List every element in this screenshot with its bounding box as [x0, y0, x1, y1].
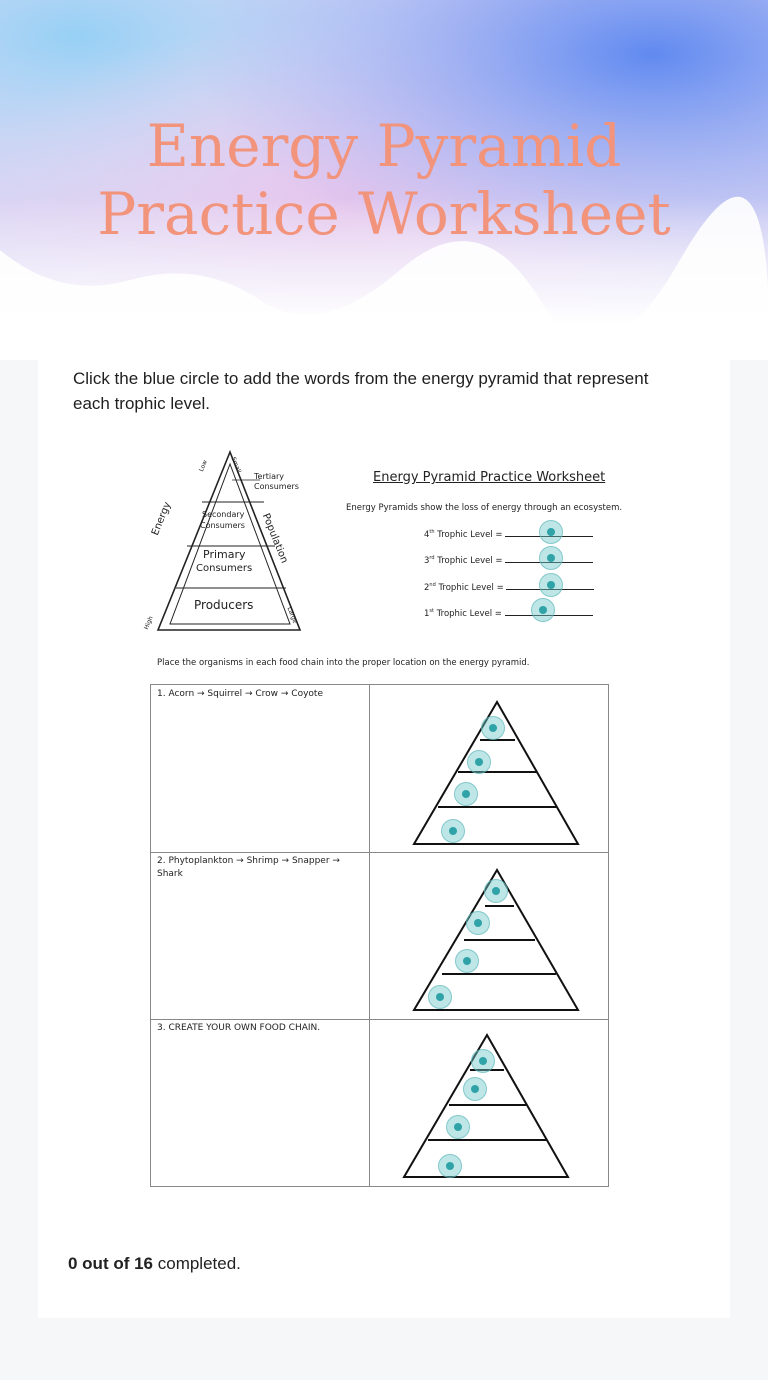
label-tertiary: Tertiary Consumers	[254, 472, 299, 491]
label-population: Population	[259, 512, 290, 565]
progress-suffix: completed.	[153, 1254, 241, 1273]
drop-target-chain3-level4[interactable]	[471, 1049, 495, 1073]
label-secondary-1: Secondary	[202, 510, 245, 519]
table-divider-vertical	[369, 685, 370, 1186]
trophic-num: 1	[424, 608, 430, 619]
drop-target-chain2-level1[interactable]	[428, 985, 452, 1009]
page-title	[0, 112, 768, 248]
drop-target-chain3-level1[interactable]	[438, 1154, 462, 1178]
drop-target-chain2-level3[interactable]	[466, 911, 490, 935]
label-high: High	[143, 615, 155, 631]
chain-3-label: 3. CREATE YOUR OWN FOOD CHAIN.	[157, 1023, 321, 1033]
trophic-text: Trophic Level =	[434, 555, 506, 566]
drop-target-chain2-level2[interactable]	[455, 949, 479, 973]
worksheet-subtitle: Energy Pyramids show the loss of energy through an ecosystem.	[346, 503, 623, 513]
table-divider-row1	[151, 852, 608, 853]
label-low: Low	[198, 459, 209, 473]
trophic-num: 2	[424, 582, 430, 593]
trophic-text: Trophic Level =	[434, 529, 506, 540]
food-chain-table	[150, 684, 609, 1187]
trophic-num: 3	[424, 555, 430, 566]
trophic-sup: rd	[429, 555, 435, 561]
label-small: Small	[229, 456, 243, 475]
label-primary-2: Consumers	[196, 563, 253, 574]
chain-1-label: 1. Acorn → Squirrel → Crow → Coyote	[157, 689, 323, 699]
place-instruction: Place the organisms in each food chain into the proper location on the energy pyramid.	[157, 658, 530, 668]
chain-2-label: 2. Phytoplankton → Shrimp → Snapper → Shark	[157, 856, 340, 879]
drop-target-trophic-1[interactable]	[531, 598, 555, 622]
drop-target-trophic-4[interactable]	[539, 520, 563, 544]
trophic-row-4	[424, 529, 593, 540]
drop-target-chain1-level4[interactable]	[481, 716, 505, 740]
trophic-row-2	[424, 582, 594, 593]
label-secondary-2: Consumers	[200, 521, 245, 530]
drop-target-chain2-level4[interactable]	[484, 879, 508, 903]
drop-target-chain1-level2[interactable]	[454, 782, 478, 806]
page-title-line2: Practice Worksheet	[97, 180, 671, 248]
label-primary-1: Primary	[203, 548, 246, 561]
instructions-text: Click the blue circle to add the words from the energy pyramid that represent each trophic level.	[73, 369, 649, 413]
drop-target-trophic-3[interactable]	[539, 546, 563, 570]
table-divider-row2	[151, 1019, 608, 1020]
trophic-row-3	[424, 555, 593, 566]
trophic-sup: st	[429, 608, 434, 614]
drop-target-trophic-2[interactable]	[539, 573, 563, 597]
progress-status	[68, 1254, 241, 1274]
drop-target-chain1-level1[interactable]	[441, 819, 465, 843]
trophic-num: 4	[424, 529, 430, 540]
label-energy: Energy	[150, 500, 174, 538]
progress-count: 0 out of 16	[68, 1254, 154, 1273]
trophic-sup: th	[429, 529, 435, 535]
drop-target-chain1-level3[interactable]	[467, 750, 491, 774]
label-producers: Producers	[194, 598, 254, 612]
drop-target-chain3-level3[interactable]	[463, 1077, 487, 1101]
trophic-sup: nd	[429, 582, 436, 588]
page-title-line1: Energy Pyramid	[146, 112, 622, 180]
trophic-text: Trophic Level =	[434, 608, 505, 619]
trophic-row-1	[424, 608, 593, 619]
label-large: Large	[285, 606, 299, 625]
header-banner	[0, 0, 768, 360]
worksheet-heading: Energy Pyramid Practice Worksheet	[373, 470, 606, 485]
drop-target-chain3-level2[interactable]	[446, 1115, 470, 1139]
trophic-text: Trophic Level =	[435, 582, 507, 593]
